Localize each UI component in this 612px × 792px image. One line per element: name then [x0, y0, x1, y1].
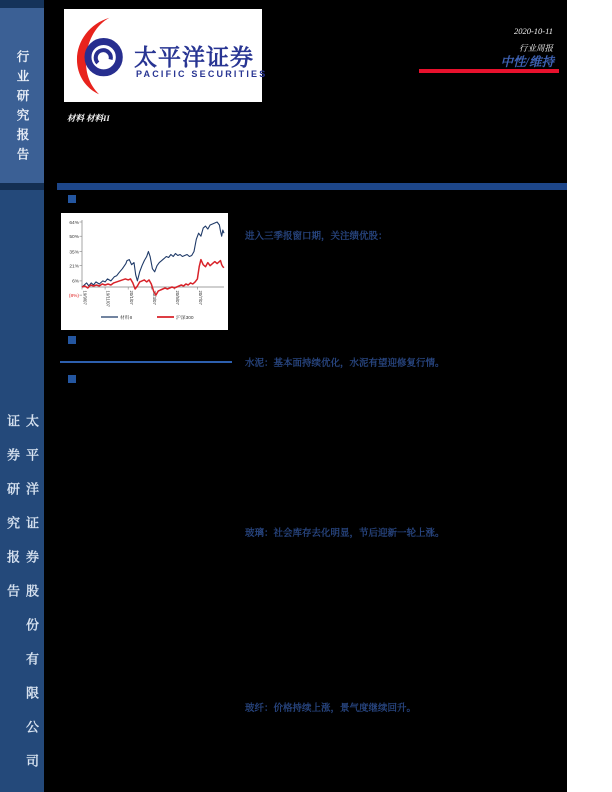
- logo-english-name: PACIFIC SECURITIES: [136, 69, 268, 79]
- y-tick-label: 6%: [72, 279, 79, 285]
- y-tick-label: 35%: [69, 250, 79, 256]
- sidebar-top-strip: [0, 0, 44, 8]
- sidebar-company-label: 太平洋证券股份有限公司证券研究报告: [5, 414, 39, 788]
- sidebar-lower-section: [0, 190, 44, 792]
- industry-label: 材料 材料II: [67, 113, 110, 123]
- x-tick-label: 20/1/07: [128, 290, 134, 305]
- legend-label: 沪深300: [176, 315, 194, 321]
- content-background: [44, 0, 567, 792]
- sidebar: [0, 0, 44, 792]
- rating-badge: 中性/维持: [500, 55, 554, 69]
- logo-chinese-name: 太平洋证券: [134, 45, 254, 70]
- report-date: 2020-10-11: [513, 26, 553, 36]
- highlight-fiberglass: 玻纤：价格持续上涨，景气度继续回升。: [245, 704, 417, 714]
- bullet-square-icon: [68, 375, 76, 383]
- logo-panel: [64, 9, 268, 102]
- x-tick-label: 20/5/07: [174, 290, 180, 305]
- highlight-topic: 进入三季报窗口期，关注绩优股：: [245, 232, 388, 242]
- x-tick-label: 20/3/07: [151, 290, 157, 305]
- pacific-securities-logo-icon: [70, 14, 128, 98]
- x-tick-label: 20/7/07: [198, 290, 204, 305]
- y-tick-label: 50%: [69, 235, 79, 241]
- sidebar-report-category-label: 行业研究报告: [15, 50, 29, 167]
- legend-label: 材料II: [120, 315, 133, 321]
- y-tick-label: 21%: [69, 264, 79, 270]
- performance-chart: [61, 213, 228, 330]
- report-type: 行业周报: [518, 43, 553, 53]
- highlight-cement: 水泥：基本面持续优化，水泥有望迎修复行情。: [245, 359, 445, 369]
- x-tick-label: 19/9/07: [82, 290, 88, 305]
- series-line: [82, 222, 224, 287]
- rating-underline: [419, 69, 559, 73]
- x-tick-label: 19/11/07: [105, 290, 111, 307]
- y-tick-label: (8%): [68, 293, 79, 299]
- y-tick-label: 64%: [69, 220, 79, 226]
- bullet-square-icon: [68, 336, 76, 344]
- section-divider-bar: [57, 183, 567, 190]
- bullet-square-icon: [68, 195, 76, 203]
- highlight-glass: 玻璃：社会库存去化明显，节后迎新一轮上涨。: [245, 529, 445, 539]
- sidebar-divider: [0, 183, 44, 190]
- section-rule-line: [60, 361, 232, 363]
